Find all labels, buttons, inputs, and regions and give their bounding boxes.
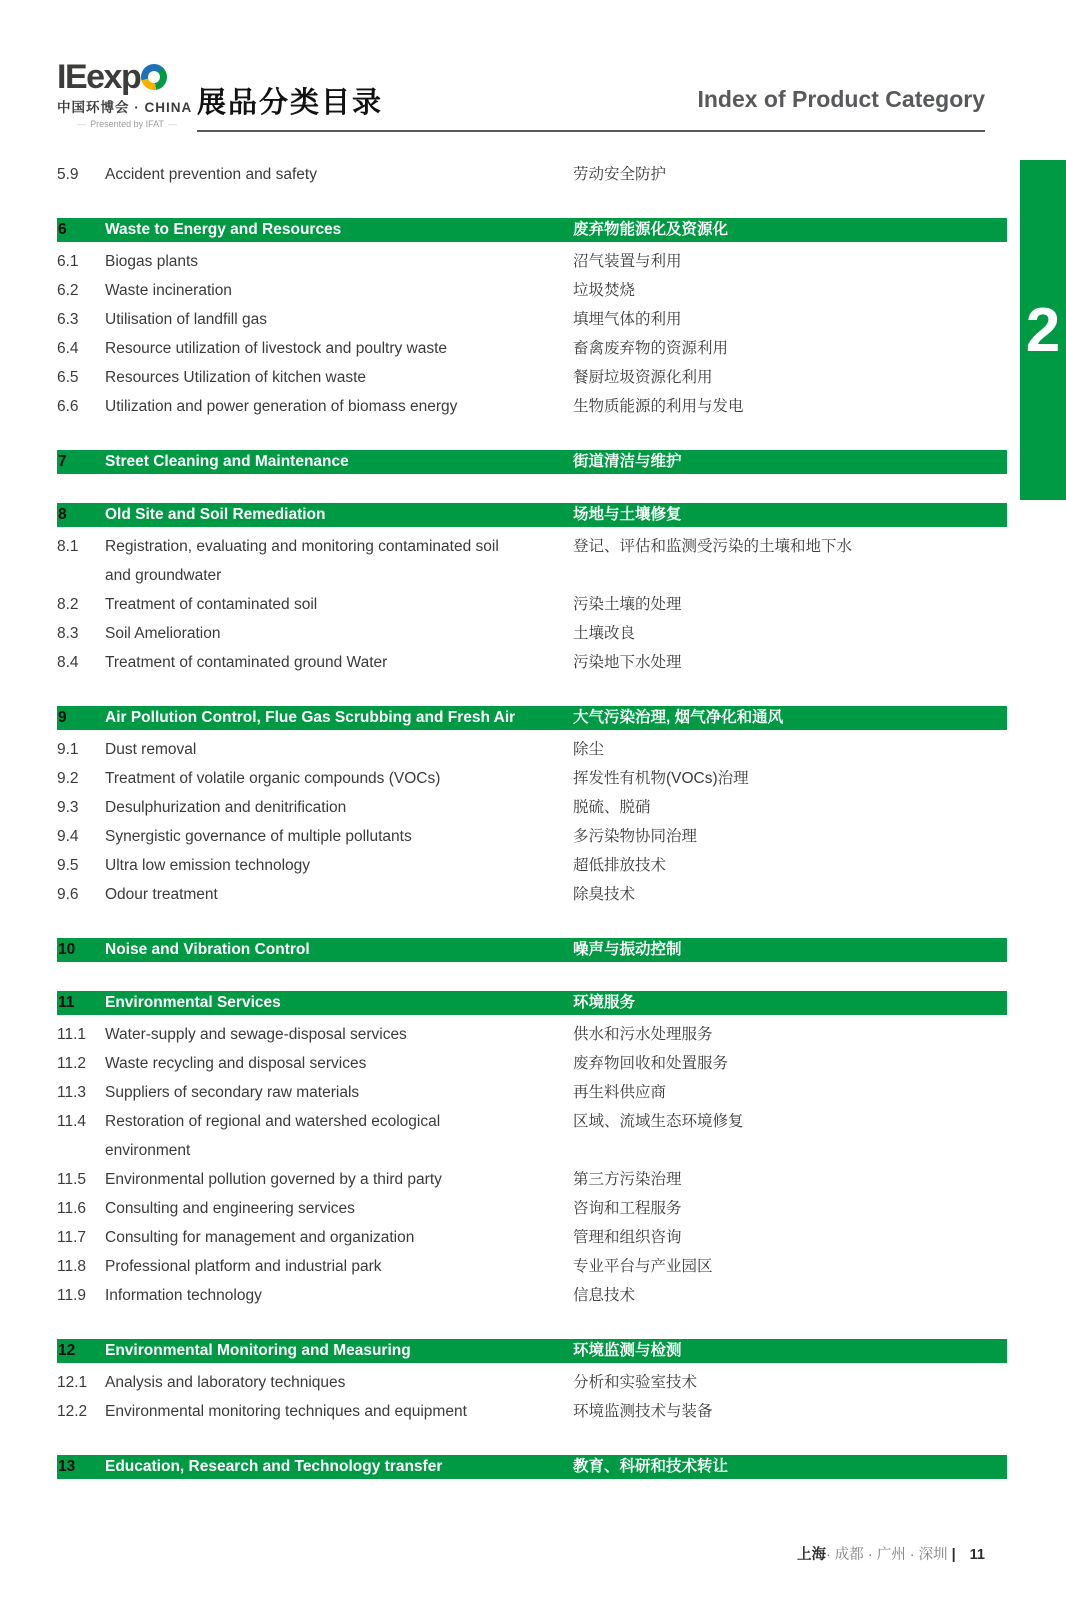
item-number: 9.5 <box>57 857 79 874</box>
section-title-en: Old Site and Soil Remediation <box>105 506 326 523</box>
page-number: 11 <box>969 1547 985 1563</box>
item-title-en: Water-supply and sewage-disposal services <box>105 1026 407 1043</box>
catalog-row <box>57 363 1007 392</box>
catalog-row <box>57 1107 1007 1165</box>
footer-separator: | <box>951 1547 956 1563</box>
catalog-row <box>57 1368 1007 1397</box>
catalog-row <box>57 1078 1007 1107</box>
item-number: 9.1 <box>57 741 79 758</box>
catalog-row <box>57 851 1007 880</box>
item-title-cn: 区域、流域生态环境修复 <box>573 1113 744 1130</box>
footer-city-primary: 上海 <box>796 1547 826 1563</box>
catalog-row <box>57 590 1007 619</box>
item-title-en: Treatment of contaminated soil <box>105 596 318 613</box>
item-title-en: Utilization and power generation of biomass energy <box>105 398 458 415</box>
item-title-cn: 专业平台与产业园区 <box>573 1258 713 1275</box>
item-title-en: Ultra low emission technology <box>105 857 311 874</box>
item-title-en: Suppliers of secondary raw materials <box>105 1084 360 1101</box>
section-number: 9 <box>58 709 67 726</box>
item-title-en: Waste incineration <box>105 282 232 299</box>
item-title-cn: 除尘 <box>573 741 605 758</box>
header-divider <box>197 130 985 132</box>
section-header-bar <box>57 1339 1007 1363</box>
item-number: 12.1 <box>57 1374 88 1391</box>
section-title-en: Air Pollution Control, Flue Gas Scrubbing and Fresh Air <box>105 709 516 726</box>
item-number: 11.9 <box>57 1287 87 1304</box>
item-title-en: Consulting for management and organization <box>105 1229 415 1246</box>
section-title-cn: 场地与土壤修复 <box>573 506 682 523</box>
catalog <box>57 160 1007 1484</box>
item-title-en: Dust removal <box>105 741 197 758</box>
catalog-row <box>57 334 1007 363</box>
item-number: 8.3 <box>57 625 79 642</box>
item-title-cn: 餐厨垃圾资源化利用 <box>573 369 713 386</box>
catalog-section-13 <box>57 1455 1007 1479</box>
item-number: 11.3 <box>57 1084 87 1101</box>
item-title-cn: 超低排放技术 <box>573 857 667 874</box>
item-title-cn: 生物质能源的利用与发电 <box>573 398 744 415</box>
catalog-row <box>57 1020 1007 1049</box>
ieexpo-logo-wordmark <box>57 60 197 94</box>
catalog-row <box>57 648 1007 677</box>
page-title-en: Index of Product Category <box>697 86 985 112</box>
catalog-row <box>57 1223 1007 1252</box>
item-title-cn: 污染地下水处理 <box>573 654 682 671</box>
catalog-section-6 <box>57 218 1007 421</box>
section-title-cn: 街道清洁与维护 <box>573 453 682 470</box>
item-number: 9.3 <box>57 799 79 816</box>
item-number: 11.7 <box>57 1229 87 1246</box>
item-title-en: Desulphurization and denitrification <box>105 799 347 816</box>
item-title-cn: 废弃物回收和处置服务 <box>573 1055 729 1072</box>
catalog-section-9 <box>57 706 1007 909</box>
section-header-bar <box>57 938 1007 962</box>
catalog-section-7 <box>57 450 1007 474</box>
item-title-cn: 劳动安全防护 <box>573 166 667 183</box>
item-title-cn: 垃圾焚烧 <box>573 282 636 299</box>
item-title-en: Environmental pollution governed by a third party <box>105 1171 442 1188</box>
item-title-en: Restoration of regional and watershed ecological environment <box>105 1107 573 1165</box>
item-number: 8.4 <box>57 654 79 671</box>
item-number: 6.4 <box>57 340 79 357</box>
catalog-row <box>57 1049 1007 1078</box>
footer-cities: · 成都 · 广州 · 深圳 <box>825 1547 948 1563</box>
item-title-en: Synergistic governance of multiple pollutants <box>105 828 412 845</box>
catalog-row <box>57 305 1007 334</box>
item-number: 6.3 <box>57 311 79 328</box>
catalog-row <box>57 1165 1007 1194</box>
catalog-row <box>57 1281 1007 1310</box>
ieexpo-swirl-icon <box>141 64 167 90</box>
section-title-cn: 噪声与振动控制 <box>573 941 682 958</box>
section-number: 13 <box>58 1458 76 1475</box>
catalog-row <box>57 1194 1007 1223</box>
item-title-en: Registration, evaluating and monitoring contaminated soil and groundwater <box>105 532 573 590</box>
item-title-en-line2: and groundwater <box>105 567 222 584</box>
catalog-row <box>57 793 1007 822</box>
catalog-row <box>57 1252 1007 1281</box>
catalog-section-12 <box>57 1339 1007 1426</box>
item-title-en: Odour treatment <box>105 886 218 903</box>
item-title-cn: 脱硫、脱硝 <box>573 799 651 816</box>
section-header-bar <box>57 450 1007 474</box>
item-number: 6.1 <box>57 253 79 270</box>
section-header-bar <box>57 218 1007 242</box>
section-title-cn: 废弃物能源化及资源化 <box>573 221 729 238</box>
item-number: 12.2 <box>57 1403 88 1420</box>
page-title-cn: 展品分类目录 <box>197 87 384 119</box>
item-title-en: Utilisation of landfill gas <box>105 311 267 328</box>
item-title-en: Soil Amelioration <box>105 625 221 642</box>
item-number: 11.8 <box>57 1258 87 1275</box>
section-title-cn: 教育、科研和技术转让 <box>573 1458 729 1475</box>
catalog-section-10 <box>57 938 1007 962</box>
item-title-en: Resource utilization of livestock and poultry waste <box>105 340 448 357</box>
catalog-row <box>57 392 1007 421</box>
section-number: 12 <box>58 1342 76 1359</box>
section-number: 7 <box>58 453 67 470</box>
chapter-tab-number: 2 <box>1025 295 1061 365</box>
item-title-cn: 污染土壤的处理 <box>573 596 682 613</box>
catalog-section-11 <box>57 991 1007 1310</box>
item-title-en: Biogas plants <box>105 253 199 270</box>
item-number: 11.2 <box>57 1055 87 1072</box>
logo-brand-text: IEexp <box>57 58 141 96</box>
item-number: 6.5 <box>57 369 79 386</box>
section-number: 6 <box>58 221 67 238</box>
section-header-bar <box>57 706 1007 730</box>
logo-presented-by: — Presented by IFAT — <box>57 119 197 129</box>
item-number: 11.4 <box>57 1113 87 1130</box>
item-number: 8.2 <box>57 596 79 613</box>
section-title-en: Street Cleaning and Maintenance <box>105 453 349 470</box>
item-title-en: Information technology <box>105 1287 262 1304</box>
item-title-en: Accident prevention and safety <box>105 166 317 183</box>
catalog-row <box>57 735 1007 764</box>
page-footer <box>797 1543 985 1564</box>
item-number: 11.5 <box>57 1171 87 1188</box>
chapter-tab <box>1020 160 1066 500</box>
section-header-bar <box>57 1455 1007 1479</box>
item-title-en: Environmental monitoring techniques and equipment <box>105 1403 467 1420</box>
item-number: 5.9 <box>57 166 79 183</box>
item-number: 9.4 <box>57 828 79 845</box>
item-title-cn: 登记、评估和监测受污染的土壤和地下水 <box>573 538 853 555</box>
item-title-cn: 多污染物协同治理 <box>573 828 698 845</box>
catalog-row <box>57 822 1007 851</box>
item-title-cn: 填埋气体的利用 <box>573 311 682 328</box>
item-title-cn: 再生料供应商 <box>573 1084 667 1101</box>
item-title-cn: 沼气装置与利用 <box>573 253 682 270</box>
item-number: 9.6 <box>57 886 79 903</box>
item-title-cn: 分析和实验室技术 <box>573 1374 698 1391</box>
section-title-cn: 环境监测与检测 <box>573 1342 682 1359</box>
item-title-cn: 信息技术 <box>573 1287 636 1304</box>
section-number: 10 <box>58 941 76 958</box>
item-title-cn: 挥发性有机物(VOCs)治理 <box>573 770 749 787</box>
section-number: 11 <box>58 994 75 1011</box>
item-title-cn: 咨询和工程服务 <box>573 1200 682 1217</box>
item-title-cn: 环境监测技术与装备 <box>573 1403 713 1420</box>
item-number: 6.2 <box>57 282 79 299</box>
section-title-en: Environmental Services <box>105 994 281 1011</box>
section-title-en: Noise and Vibration Control <box>105 941 310 958</box>
item-title-cn: 管理和组织咨询 <box>573 1229 682 1246</box>
item-title-en: Resources Utilization of kitchen waste <box>105 369 367 386</box>
item-title-en: Professional platform and industrial park <box>105 1258 382 1275</box>
item-title-en: Waste recycling and disposal services <box>105 1055 367 1072</box>
item-number: 8.1 <box>57 538 79 555</box>
section-title-cn: 环境服务 <box>573 994 636 1011</box>
item-title-cn: 除臭技术 <box>573 886 636 903</box>
catalog-row <box>57 880 1007 909</box>
item-title-cn: 土壤改良 <box>573 625 636 642</box>
item-number: 6.6 <box>57 398 79 415</box>
item-title-en: Consulting and engineering services <box>105 1200 355 1217</box>
catalog-row <box>57 160 1007 189</box>
ieexpo-logo <box>57 60 197 129</box>
section-title-cn: 大气污染治理, 烟气净化和通风 <box>573 709 784 726</box>
item-title-en-line2: environment <box>105 1142 191 1159</box>
section-header-bar <box>57 991 1007 1015</box>
catalog-row <box>57 1397 1007 1426</box>
item-title-en: Treatment of contaminated ground Water <box>105 654 388 671</box>
item-title-en: Treatment of volatile organic compounds (VOCs) <box>105 770 441 787</box>
catalog-row <box>57 619 1007 648</box>
item-number: 9.2 <box>57 770 79 787</box>
section-title-en: Environmental Monitoring and Measuring <box>105 1342 411 1359</box>
item-title-cn: 第三方污染治理 <box>573 1171 682 1188</box>
item-number: 11.6 <box>57 1200 87 1217</box>
catalog-row <box>57 247 1007 276</box>
catalog-section-8 <box>57 503 1007 677</box>
item-title-cn: 供水和污水处理服务 <box>573 1026 713 1043</box>
catalog-row <box>57 276 1007 305</box>
item-title-cn: 畜禽废弃物的资源利用 <box>573 340 729 357</box>
item-number: 11.1 <box>57 1026 87 1043</box>
section-header-bar <box>57 503 1007 527</box>
catalog-row <box>57 764 1007 793</box>
section-title-en: Education, Research and Technology transfer <box>105 1458 443 1475</box>
section-number: 8 <box>58 506 67 523</box>
item-title-en: Analysis and laboratory techniques <box>105 1374 346 1391</box>
section-title-en: Waste to Energy and Resources <box>105 221 342 238</box>
logo-cn-text: 中国环博会 · CHINA <box>57 100 193 115</box>
catalog-row <box>57 532 1007 590</box>
